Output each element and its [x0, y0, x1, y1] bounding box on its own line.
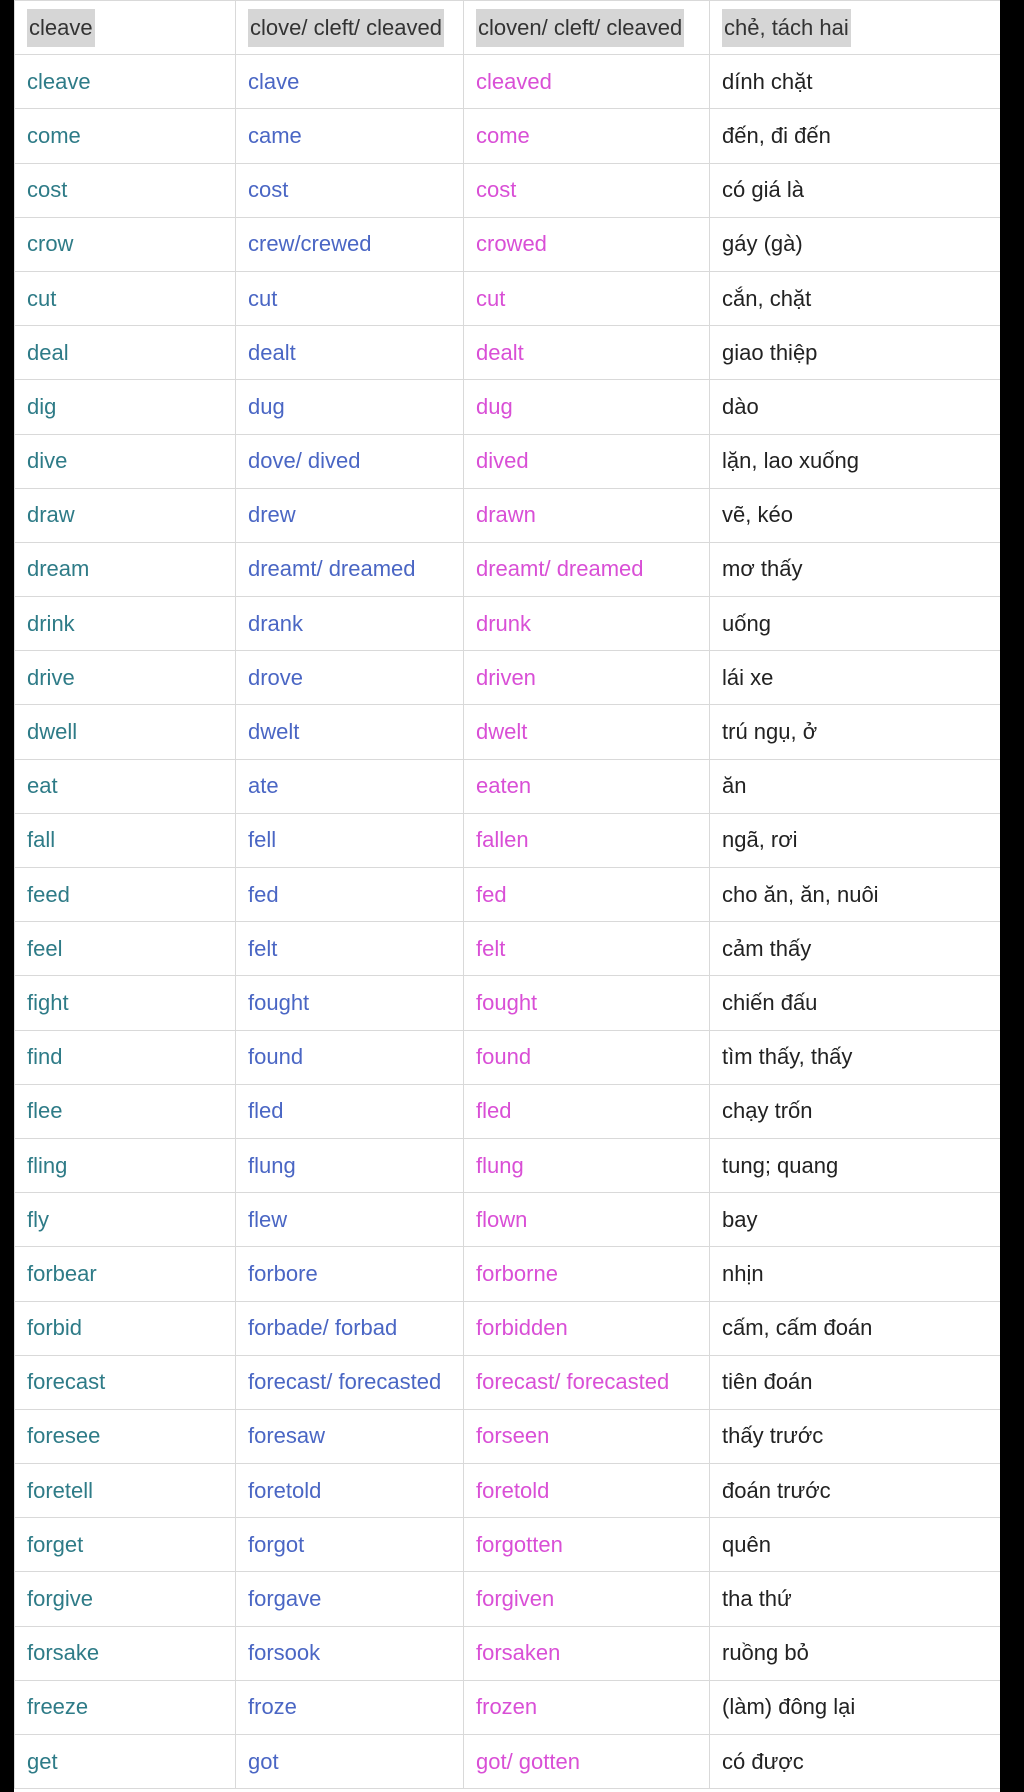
verb-past-participle-cell: fled [464, 1084, 710, 1138]
verb-meaning-cell: dào [710, 380, 1001, 434]
table-row [15, 271, 1001, 325]
verb-base-cell: fling [15, 1138, 236, 1192]
table-row [15, 1680, 1001, 1734]
verb-past-participle-cell: dived [464, 434, 710, 488]
verb-past-cell: dwelt [236, 705, 464, 759]
verb-meaning-cell: (làm) đông lại [710, 1680, 1001, 1734]
table-row [15, 434, 1001, 488]
verb-past-participle-cell: dreamt/ dreamed [464, 542, 710, 596]
verb-meaning-cell: đến, đi đến [710, 109, 1001, 163]
table-row [15, 705, 1001, 759]
verb-past-cell: flung [236, 1138, 464, 1192]
verb-meaning-cell: tìm thấy, thấy [710, 1030, 1001, 1084]
table-header-row [15, 1, 1001, 55]
verb-meaning-cell: cảm thấy [710, 922, 1001, 976]
verb-base-cell: drink [15, 597, 236, 651]
table-row [15, 1355, 1001, 1409]
verb-base-cell: forsake [15, 1626, 236, 1680]
verb-past-cell: fought [236, 976, 464, 1030]
verb-meaning-cell: gáy (gà) [710, 217, 1001, 271]
verb-past-cell: found [236, 1030, 464, 1084]
verb-meaning-cell: quên [710, 1518, 1001, 1572]
verb-past-cell: drew [236, 488, 464, 542]
verb-past-participle-cell: flung [464, 1138, 710, 1192]
verb-meaning-cell: nhịn [710, 1247, 1001, 1301]
header-past: clove/ cleft/ cleaved [248, 9, 444, 47]
verb-base-cell: forbid [15, 1301, 236, 1355]
verb-past-cell: cut [236, 271, 464, 325]
table-row [15, 1626, 1001, 1680]
verb-meaning-cell: mơ thấy [710, 542, 1001, 596]
verb-meaning-cell: vẽ, kéo [710, 488, 1001, 542]
table-row [15, 1735, 1001, 1789]
verb-meaning-cell: trú ngụ, ở [710, 705, 1001, 759]
verb-meaning-cell: giao thiệp [710, 326, 1001, 380]
verb-past-cell: clave [236, 55, 464, 109]
table-row [15, 813, 1001, 867]
verb-past-participle-cell: forsaken [464, 1626, 710, 1680]
verb-past-participle-cell: cut [464, 271, 710, 325]
verb-past-participle-cell: dug [464, 380, 710, 434]
verb-table-body [15, 1, 1001, 1789]
table-row [15, 976, 1001, 1030]
verb-past-participle-cell: forgotten [464, 1518, 710, 1572]
verb-past-participle-cell: eaten [464, 759, 710, 813]
verb-past-participle-cell: foretold [464, 1464, 710, 1518]
verb-past-participle-cell: drawn [464, 488, 710, 542]
verb-meaning-cell: thấy trước [710, 1409, 1001, 1463]
verb-base-cell: eat [15, 759, 236, 813]
verb-base-cell: dream [15, 542, 236, 596]
table-row [15, 759, 1001, 813]
verb-base-cell: feel [15, 922, 236, 976]
table-row [15, 542, 1001, 596]
verb-past-participle-cell: frozen [464, 1680, 710, 1734]
table-row [15, 1247, 1001, 1301]
verb-base-cell: dig [15, 380, 236, 434]
verb-past-cell: flew [236, 1193, 464, 1247]
verb-base-cell: drive [15, 651, 236, 705]
verb-past-participle-cell: fed [464, 868, 710, 922]
verb-meaning-cell: có được [710, 1735, 1001, 1789]
header-meaning: chẻ, tách hai [722, 9, 851, 47]
verb-past-participle-cell: driven [464, 651, 710, 705]
verb-past-cell: foresaw [236, 1409, 464, 1463]
verb-past-cell: cost [236, 163, 464, 217]
verb-base-cell: deal [15, 326, 236, 380]
header-meaning-cell [710, 1, 1001, 55]
verb-base-cell: freeze [15, 1680, 236, 1734]
verb-base-cell: cleave [15, 55, 236, 109]
table-row [15, 488, 1001, 542]
verb-meaning-cell: dính chặt [710, 55, 1001, 109]
verb-past-cell: drove [236, 651, 464, 705]
verb-meaning-cell: ruồng bỏ [710, 1626, 1001, 1680]
table-row [15, 326, 1001, 380]
verb-past-participle-cell: forborne [464, 1247, 710, 1301]
table-row [15, 597, 1001, 651]
header-base: cleave [27, 9, 95, 47]
verb-past-participle-cell: found [464, 1030, 710, 1084]
table-row [15, 1138, 1001, 1192]
verb-past-cell: forbore [236, 1247, 464, 1301]
table-row [15, 651, 1001, 705]
verb-past-cell: forgot [236, 1518, 464, 1572]
table-row [15, 163, 1001, 217]
table-row [15, 1464, 1001, 1518]
header-past-participle: cloven/ cleft/ cleaved [476, 9, 684, 47]
table-row [15, 868, 1001, 922]
verb-past-participle-cell: dwelt [464, 705, 710, 759]
verb-past-participle-cell: dealt [464, 326, 710, 380]
verb-past-participle-cell: forbidden [464, 1301, 710, 1355]
verb-base-cell: foretell [15, 1464, 236, 1518]
verb-past-cell: dug [236, 380, 464, 434]
verb-past-cell: crew/crewed [236, 217, 464, 271]
verb-meaning-cell: lặn, lao xuống [710, 434, 1001, 488]
verb-base-cell: find [15, 1030, 236, 1084]
table-row [15, 217, 1001, 271]
verb-past-cell: dove/ dived [236, 434, 464, 488]
verb-meaning-cell: ngã, rơi [710, 813, 1001, 867]
verb-meaning-cell: tung; quang [710, 1138, 1001, 1192]
verb-past-participle-cell: forseen [464, 1409, 710, 1463]
verb-base-cell: fight [15, 976, 236, 1030]
verb-past-participle-cell: flown [464, 1193, 710, 1247]
irregular-verbs-table [14, 0, 1000, 1789]
verb-meaning-cell: cho ăn, ăn, nuôi [710, 868, 1001, 922]
table-row [15, 922, 1001, 976]
verb-base-cell: forbear [15, 1247, 236, 1301]
table-row [15, 1572, 1001, 1626]
verb-meaning-cell: bay [710, 1193, 1001, 1247]
verb-table-container [14, 0, 1000, 1792]
verb-meaning-cell: cấm, cấm đoán [710, 1301, 1001, 1355]
verb-past-cell: forecast/ forecasted [236, 1355, 464, 1409]
verb-base-cell: crow [15, 217, 236, 271]
verb-meaning-cell: tha thứ [710, 1572, 1001, 1626]
table-row [15, 1030, 1001, 1084]
table-row [15, 1409, 1001, 1463]
verb-base-cell: forecast [15, 1355, 236, 1409]
verb-past-cell: forbade/ forbad [236, 1301, 464, 1355]
table-row [15, 109, 1001, 163]
table-row [15, 1084, 1001, 1138]
verb-past-cell: dreamt/ dreamed [236, 542, 464, 596]
verb-past-participle-cell: cleaved [464, 55, 710, 109]
verb-past-cell: felt [236, 922, 464, 976]
verb-base-cell: dive [15, 434, 236, 488]
verb-base-cell: feed [15, 868, 236, 922]
verb-base-cell: cost [15, 163, 236, 217]
verb-past-participle-cell: forgiven [464, 1572, 710, 1626]
verb-meaning-cell: tiên đoán [710, 1355, 1001, 1409]
verb-past-cell: got [236, 1735, 464, 1789]
verb-past-participle-cell: fallen [464, 813, 710, 867]
verb-base-cell: foresee [15, 1409, 236, 1463]
verb-past-participle-cell: crowed [464, 217, 710, 271]
verb-past-cell: foretold [236, 1464, 464, 1518]
table-row [15, 1193, 1001, 1247]
verb-meaning-cell: uống [710, 597, 1001, 651]
verb-past-cell: fled [236, 1084, 464, 1138]
verb-meaning-cell: lái xe [710, 651, 1001, 705]
header-past-cell [236, 1, 464, 55]
verb-past-cell: came [236, 109, 464, 163]
verb-base-cell: come [15, 109, 236, 163]
header-base-cell [15, 1, 236, 55]
header-pp-cell [464, 1, 710, 55]
table-row [15, 380, 1001, 434]
verb-base-cell: cut [15, 271, 236, 325]
verb-meaning-cell: chiến đấu [710, 976, 1001, 1030]
verb-past-participle-cell: forecast/ forecasted [464, 1355, 710, 1409]
verb-past-participle-cell: fought [464, 976, 710, 1030]
verb-past-cell: drank [236, 597, 464, 651]
verb-base-cell: draw [15, 488, 236, 542]
verb-base-cell: fly [15, 1193, 236, 1247]
verb-past-participle-cell: come [464, 109, 710, 163]
verb-base-cell: flee [15, 1084, 236, 1138]
verb-past-participle-cell: drunk [464, 597, 710, 651]
verb-base-cell: dwell [15, 705, 236, 759]
verb-past-cell: forgave [236, 1572, 464, 1626]
verb-meaning-cell: có giá là [710, 163, 1001, 217]
verb-past-cell: fed [236, 868, 464, 922]
verb-past-cell: ate [236, 759, 464, 813]
verb-meaning-cell: cắn, chặt [710, 271, 1001, 325]
verb-past-cell: fell [236, 813, 464, 867]
verb-past-participle-cell: felt [464, 922, 710, 976]
verb-meaning-cell: đoán trước [710, 1464, 1001, 1518]
table-row [15, 1301, 1001, 1355]
verb-past-participle-cell: cost [464, 163, 710, 217]
verb-base-cell: fall [15, 813, 236, 867]
verb-base-cell: forgive [15, 1572, 236, 1626]
verb-past-cell: dealt [236, 326, 464, 380]
verb-meaning-cell: chạy trốn [710, 1084, 1001, 1138]
verb-meaning-cell: ăn [710, 759, 1001, 813]
verb-past-cell: froze [236, 1680, 464, 1734]
table-row [15, 1518, 1001, 1572]
verb-base-cell: forget [15, 1518, 236, 1572]
table-row [15, 55, 1001, 109]
verb-past-participle-cell: got/ gotten [464, 1735, 710, 1789]
verb-past-cell: forsook [236, 1626, 464, 1680]
verb-base-cell: get [15, 1735, 236, 1789]
